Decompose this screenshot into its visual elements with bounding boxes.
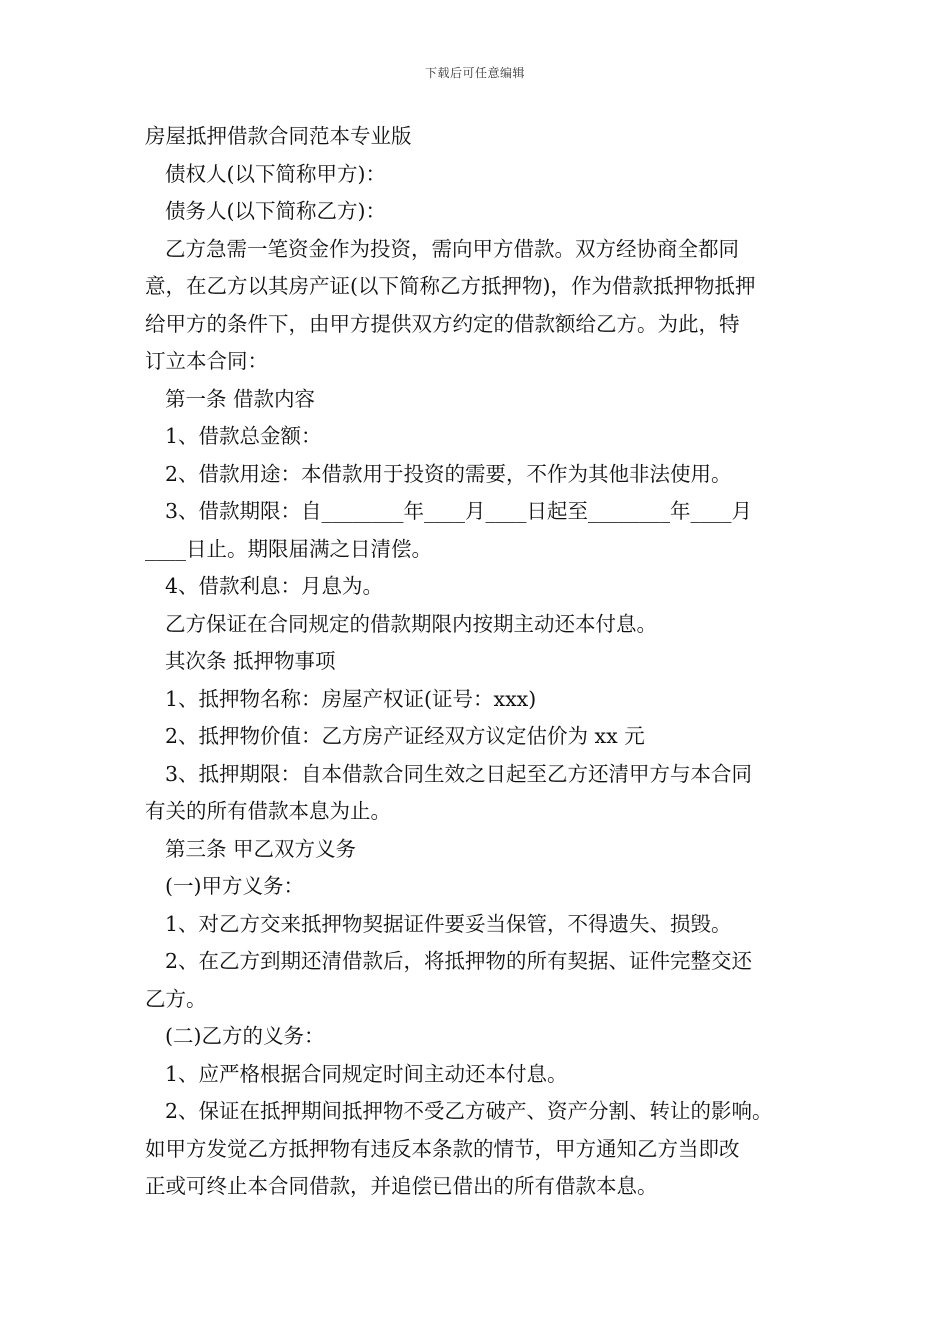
section-heading: 第三条 甲乙双方义务: [165, 836, 357, 861]
clause-line: 乙方。: [145, 986, 207, 1011]
clause-line: 1、借款总金额：: [165, 424, 322, 448]
preamble-line: 给甲方的条件下，由甲方提供双方约定的借款额给乙方。为此，特: [145, 311, 740, 336]
clause-line: 2、借款用途：本借款用于投资的需要，不作为其他非法使用。: [165, 461, 732, 486]
document-body: [145, 118, 835, 1206]
section-heading: 其次条 抵押物事项: [165, 649, 336, 673]
clause-line: 正或可终止本合同借款，并追偿已借出的所有借款本息。: [145, 1174, 658, 1198]
section-heading: 第一条 借款内容: [165, 386, 316, 411]
subsection-heading: (一)甲方义务：: [165, 874, 304, 898]
clause-line: 1、应严格根据合同规定时间主动还本付息。: [165, 1061, 568, 1086]
clause-line: 2、抵押物价值：乙方房产证经双方议定估价为 xx 元: [165, 724, 645, 748]
clause-line: 3、借款期限：自________年____月____日起至________年____月: [165, 499, 753, 523]
clause-line: ____日止。期限届满之日清偿。: [145, 536, 432, 561]
clause-line: 3、抵押期限：自本借款合同生效之日起至乙方还清甲方与本合同: [165, 761, 753, 786]
subsection-heading: (二)乙方的义务：: [165, 1024, 325, 1048]
creditor-line: 债权人(以下简称甲方)：: [165, 161, 386, 186]
debtor-line: 债务人(以下简称乙方)：: [165, 199, 386, 223]
document-title: 房屋抵押借款合同范本专业版: [145, 124, 412, 148]
clause-line: 如甲方发觉乙方抵押物有违反本条款的情节，甲方通知乙方当即改: [145, 1136, 740, 1161]
clause-line: 有关的所有借款本息为止。: [145, 799, 391, 823]
clause-line: 2、保证在抵押期间抵押物不受乙方破产、资产分割、转让的影响。: [165, 1099, 773, 1123]
preamble-line: 乙方急需一笔资金作为投资，需向甲方借款。双方经协商全都同: [165, 236, 739, 261]
preamble-line: 订立本合同：: [145, 349, 268, 373]
preamble-line: 意，在乙方以其房产证(以下简称乙方抵押物)，作为借款抵押物抵押: [145, 274, 756, 298]
clause-line: 1、对乙方交来抵押物契据证件要妥当保管，不得遗失、损毁。: [165, 911, 732, 936]
clause-line: 1、抵押物名称：房屋产权证(证号：xxx): [165, 686, 537, 711]
page-header: 下载后可任意编辑: [424, 66, 525, 80]
clause-line: 2、在乙方到期还清借款后，将抵押物的所有契据、证件完整交还: [165, 949, 753, 973]
clause-line: 4、借款利息：月息为。: [165, 574, 384, 598]
clause-line: 乙方保证在合同规定的借款期限内按期主动还本付息。: [165, 611, 657, 636]
